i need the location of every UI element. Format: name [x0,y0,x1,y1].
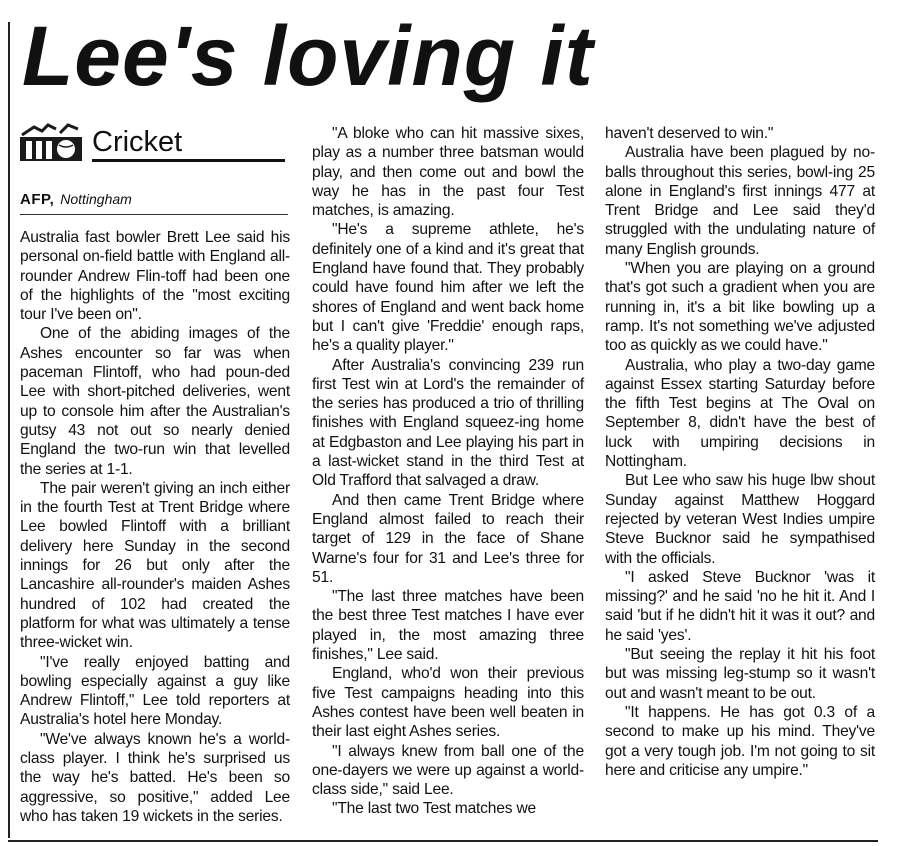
article-column-3 [605,124,875,780]
byline [20,190,132,209]
byline-rule [20,214,288,215]
paragraph: After Australia's convincing 239 run first Test win at Lord's the remainder of the series has produced a trio of thrilling finishes with England squeez-ing home at Edgbaston and Lee playing his part in a last-wicket stand in the third Test at Old Trafford that salvaged a draw. [312,356,584,490]
paragraph: "I asked Steve Bucknor 'was it missing?' and he said 'no he hit it. And I said 'but if he didn't hit it was it out? and he said 'yes'. [605,568,875,644]
bottom-rule [8,840,878,842]
paragraph: One of the abiding images of the Ashes encounter so far was when paceman Flintoff, who had poun-ded Lee with short-pitched deliveries, went up to console him after the Australian's gutsy 43 not out so nearly denied England the two-run win that levelled the series at 1-1. [20,325,290,478]
paragraph: "The last two Test matches we [332,800,536,818]
paragraph: England, who'd won their previous five Test campaigns heading into this Ashes contest have been well beaten in their last eight Ashes series. [312,665,584,741]
paragraph: "But seeing the replay it hit his foot but was missing leg-stump so it wasn't out and wasn't meant to be out. [605,646,875,702]
article-column-2 [312,124,584,819]
paragraph: Australia have been plagued by no-balls throughout this series, bowl-ing 25 alone in England's first innings 477 at Trent Bridge and Lee said they'd struggled with the undulating nature of many English grounds. [605,144,875,258]
paragraph: "When you are playing on a ground that's got such a gradient when you are running in, it's a bit like bowling up a ramp. It's not something we've adjusted too as quickly as we could have." [605,260,875,355]
paragraph: Australia fast bowler Brett Lee said his personal on-field battle with England all-rounder Andrew Flin-toff had been one of the highlights of the "most exciting tour I've been on". [20,229,290,324]
paragraph: "I always knew from ball one of the one-dayers we were up against a world-class side," said Lee. [312,742,584,799]
section-underline [92,159,285,162]
article-column-1 [20,228,290,826]
paragraph: "A bloke who can hit massive sixes, play as a number three batsman would play, and then come out and bowl the way he has in the past four Test matches, is amazing. [312,125,584,220]
paragraph: "We've always known he's a world-class player. I think he's surprised us the way he's batted. He's been so aggressive, so positive," added Lee who has taken 19 wickets in the series. [20,730,290,825]
paragraph: The pair weren't giving an inch either in the fourth Test at Trent Bridge where Lee bowled Flintoff with a brilliant delivery here Sunday in the second innings for 26 but only after the Lancashire all-rounder's maiden Ashes hundred of 102 had created the platform for what was ultimately a tense three-wicket win. [20,479,290,652]
headline: Lee's loving it [22,9,594,103]
byline-source: AFP, [20,191,55,208]
paragraph: "The last three matches have been the best three Test matches I have ever played in, the most amazing three finishes," Lee said. [312,588,584,664]
section-label: Cricket [92,126,183,158]
left-column-rule [8,22,10,838]
section-header [20,121,285,163]
byline-place: Nottingham [60,191,132,207]
paragraph: Australia, who play a two-day game against Essex starting Saturday before the fifth Test begins at The Oval on September 8, didn't have the best of luck with umpiring decisions in Nottingham. [605,356,875,471]
paragraph: And then came Trent Bridge where England almost failed to reach their target of 129 in the face of Shane Warne's four for 31 and Lee's three for 51. [312,491,584,586]
paragraph: "I've really enjoyed batting and bowling especially against a guy like Andrew Flintoff," Lee told reporters at Australia's hotel here Monday. [20,653,290,729]
paragraph: But Lee who saw his huge lbw shout Sunday against Matthew Hoggard rejected by veteran West Indies umpire Steve Bucknor said he sympathised with the officials. [605,472,875,567]
paragraph: "He's a supreme athlete, he's definitely one of a kind and it's great that England have found that. They probably could have found him after we left the shores of England and went back home but I can't give 'Freddie' enough raps, he's a quality player." [312,221,584,355]
paragraph: "It happens. He has got 0.3 of a second to make up his mind. They've got a very tough job. I'm not going to sit here and criticise any umpire." [605,703,875,779]
cricket-stumps-ball-icon [20,123,82,161]
paragraph: haven't deserved to win." [605,125,774,142]
